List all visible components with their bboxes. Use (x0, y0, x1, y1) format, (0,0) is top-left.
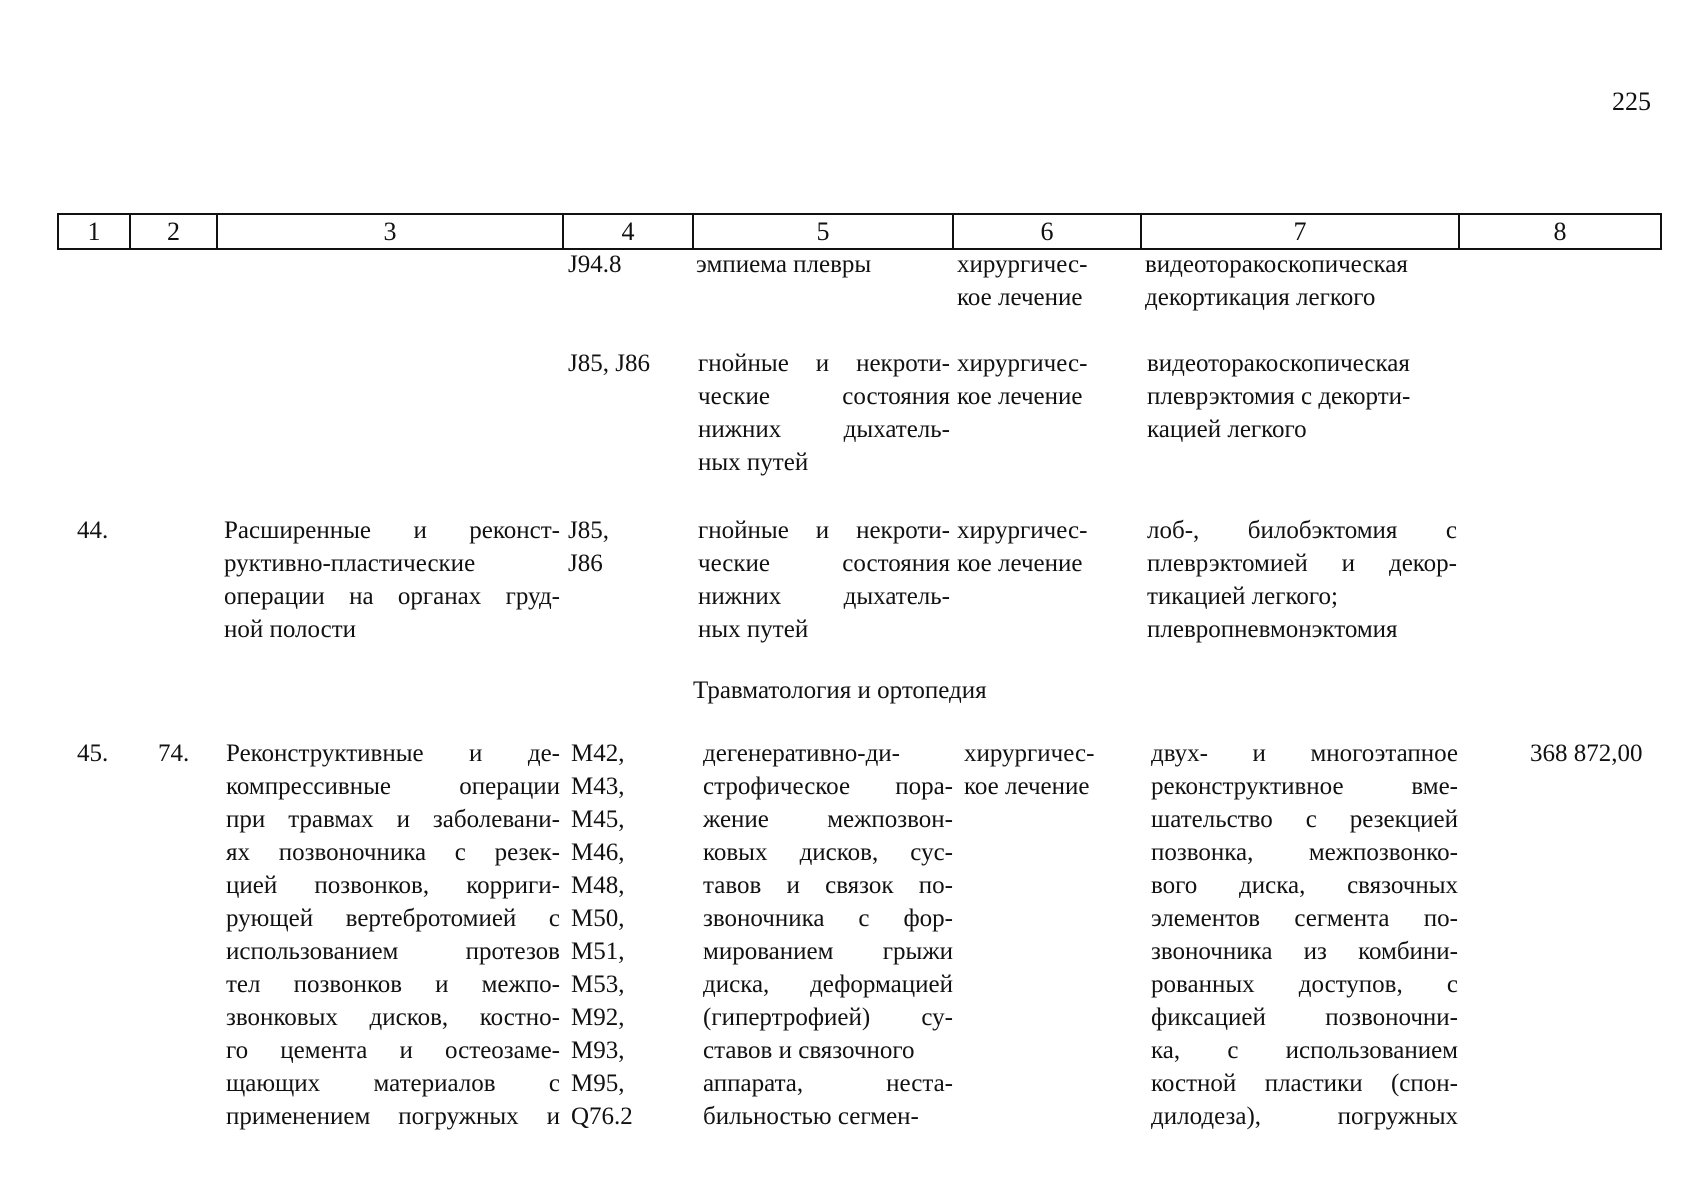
row45-col7-line: вого диска, связочных (1151, 872, 1458, 899)
row45-col4-line: M43, (571, 773, 625, 800)
row44-number: 44. (77, 517, 109, 544)
row45-col5-line: ковых дисков, сус- (703, 839, 953, 866)
row45-col4-line: M93, (571, 1037, 625, 1064)
row45-col5-line: (гипертрофией) су- (703, 1004, 953, 1031)
row44-col6-line: кое лечение (957, 550, 1083, 577)
row45-col8-price: 368 872,00 (1530, 740, 1643, 767)
row2-col6-line: хирургичес- (957, 350, 1088, 377)
row45-col3-line: при травмах и заболевани- (226, 806, 560, 833)
row1-col6-line: кое лечение (957, 284, 1083, 311)
row44-col4-line: J86 (568, 550, 603, 577)
header-col-5: 5 (694, 215, 954, 248)
row45-col7-line: позвонка, межпозвонко- (1151, 839, 1458, 866)
row1-col7-line: декортикация легкого (1145, 284, 1376, 311)
row44-col5-line: ных путей (698, 616, 809, 643)
row45-col7-line: ка, с использованием (1151, 1037, 1458, 1064)
row45-col5-line: ставов и связочного (703, 1037, 915, 1064)
row45-col3-line: использованием протезов (226, 938, 560, 965)
row44-col7-line: тикацией легкого; (1147, 583, 1338, 610)
row44-col5-line: гнойные и некроти- (698, 517, 950, 544)
row44-col6-treatment (957, 514, 1087, 580)
row45-col5-diagnosis (703, 737, 953, 1133)
row44-col3-line: руктивно-пластические (224, 550, 476, 577)
row45-col6-line: кое лечение (964, 773, 1090, 800)
header-col-8: 8 (1553, 217, 1567, 246)
row45-col3-name (226, 737, 560, 1133)
row44-col4-line: J85, (568, 517, 609, 544)
header-col-1: 1 (59, 215, 131, 248)
row45-col5-line: мированием грыжи (703, 938, 953, 965)
row1-col6-treatment (957, 248, 1087, 314)
section-heading: Травматология и ортопедия (693, 677, 987, 704)
row2-col7-line: кацией легкого (1147, 416, 1307, 443)
row45-col7-line: шательство с резекцией (1151, 806, 1458, 833)
row45-col5-line: звоночника с фор- (703, 905, 953, 932)
row44-col5-diagnosis (698, 514, 950, 646)
row45-col3-line: рующей вертебротомией с (226, 905, 560, 932)
row45-col4-codes (571, 737, 633, 1133)
row45-col3-line: цией позвонков, корриги- (226, 872, 560, 899)
row44-col3-line: ной полости (224, 616, 357, 643)
row45-col3-line: тел позвонков и межпо- (226, 971, 560, 998)
row45-col5-line: жение межпозвон- (703, 806, 953, 833)
row45-col3-line: го цемента и остеозаме- (226, 1037, 560, 1064)
row2-col7-line: видеоторакоскопическая (1147, 350, 1410, 377)
row45-col5-line: диска, деформацией (703, 971, 953, 998)
row44-col3-name (224, 514, 560, 646)
row45-col6-line: хирургичес- (964, 740, 1095, 767)
row1-col5-diagnosis: эмпиема плевры (696, 251, 872, 278)
row44-col7-line: плевропневмонэктомия (1147, 616, 1398, 643)
row1-col4-code: J94.8 (568, 251, 622, 278)
row45-col4-line: M42, (571, 740, 625, 767)
row45-col4-line: Q76.2 (571, 1103, 633, 1130)
header-col-7: 7 (1142, 215, 1460, 248)
row45-col5-line: строфическое пора- (703, 773, 953, 800)
row1-col7-method (1145, 248, 1408, 314)
table-header-row (57, 213, 1662, 250)
row2-col7-method (1147, 347, 1410, 446)
row1-col6-line: хирургичес- (957, 251, 1088, 278)
row45-col7-line: костной пластики (спон- (1151, 1070, 1458, 1097)
row44-col3-line: операции на органах груд- (224, 583, 560, 610)
row45-col5-line: аппарата, неста- (703, 1070, 953, 1097)
page-number: 225 (1612, 87, 1651, 116)
row44-col7-line: плеврэктомией и декор- (1147, 550, 1457, 577)
row44-col5-line: нижних дыхатель- (698, 583, 950, 610)
row45-col7-line: дилодеза), погружных (1151, 1103, 1458, 1130)
row45-col4-line: M50, (571, 905, 625, 932)
row2-col6-line: кое лечение (957, 383, 1083, 410)
row2-col5-line: ческие состояния (698, 383, 950, 410)
row44-col7-line: лоб-, билобэктомия с (1147, 517, 1457, 544)
row45-col7-line: звоночника из комбини- (1151, 938, 1458, 965)
row45-col4-line: M51, (571, 938, 625, 965)
row45-col7-line: фиксацией позвоночни- (1151, 1004, 1458, 1031)
row45-col7-line: элементов сегмента по- (1151, 905, 1458, 932)
row45-col3-line: компрессивные операции (226, 773, 560, 800)
row2-col5-line: ных путей (698, 449, 809, 476)
row45-col3-line: применением погружных и (226, 1103, 560, 1130)
header-col-2: 2 (131, 215, 218, 248)
header-col-4: 4 (564, 215, 694, 248)
row44-col3-line: Расширенные и реконст- (224, 517, 560, 544)
row45-col7-line: рованных доступов, с (1151, 971, 1458, 998)
row45-col4-line: M48, (571, 872, 625, 899)
row44-col4-codes (568, 514, 609, 580)
row44-col6-line: хирургичес- (957, 517, 1088, 544)
row45-col4-line: M95, (571, 1070, 625, 1097)
row45-col3-line: Реконструктивные и де- (226, 740, 560, 767)
header-col-6: 6 (954, 215, 1142, 248)
row2-col7-line: плеврэктомия с декорти- (1147, 383, 1411, 410)
row45-col4-line: M46, (571, 839, 625, 866)
row2-col5-diagnosis (698, 347, 950, 479)
row45-col7-line: реконструктивное вме- (1151, 773, 1458, 800)
row2-col6-treatment (957, 347, 1087, 413)
row45-col2-number: 74. (158, 740, 190, 767)
row1-col7-line: видеоторакоскопическая (1145, 251, 1408, 278)
row45-col6-treatment (964, 737, 1094, 803)
row44-col7-method (1147, 514, 1457, 646)
row45-col3-line: ях позвоночника с резек- (226, 839, 560, 866)
row2-col4-code: J85, J86 (568, 350, 650, 377)
row45-col5-line: бильностью сегмен- (703, 1103, 919, 1130)
row2-col5-line: нижних дыхатель- (698, 416, 950, 443)
row45-col4-line: M45, (571, 806, 625, 833)
row45-col7-line: двух- и многоэтапное (1151, 740, 1458, 767)
row45-col5-line: тавов и связок по- (703, 872, 953, 899)
row44-col5-line: ческие состояния (698, 550, 950, 577)
row45-number: 45. (77, 740, 109, 767)
row2-col5-line: гнойные и некроти- (698, 350, 950, 377)
row45-col4-line: M92, (571, 1004, 625, 1031)
row45-col3-line: звонковых дисков, костно- (226, 1004, 560, 1031)
row45-col5-line: дегенеративно-ди- (703, 740, 900, 767)
header-col-3: 3 (218, 215, 564, 248)
row45-col7-method (1151, 737, 1458, 1133)
row45-col3-line: щающих материалов с (226, 1070, 560, 1097)
row45-col4-line: M53, (571, 971, 625, 998)
